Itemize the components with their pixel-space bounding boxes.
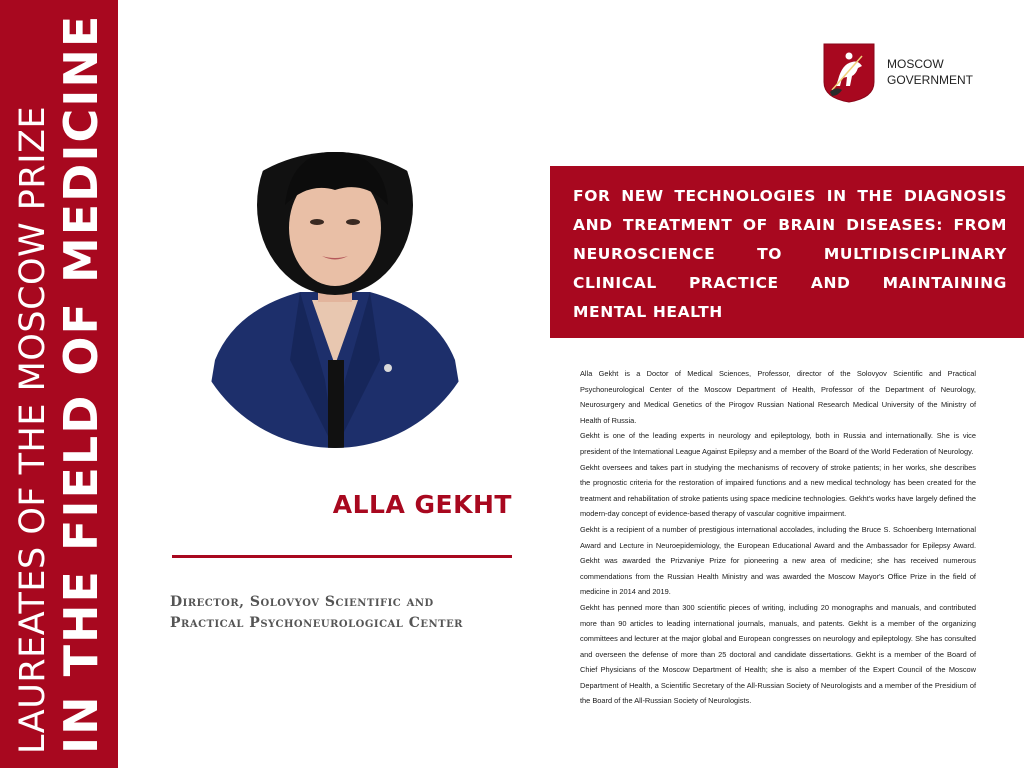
organization-name-line2: GOVERNMENT xyxy=(887,73,974,87)
name-divider xyxy=(172,555,512,558)
organization-name-line1: MOSCOW xyxy=(887,57,944,71)
award-title-box xyxy=(550,166,1024,338)
bio-paragraph: Alla Gekht is a Doctor of Medical Sciences, Professor, director of the Solovyov Scientific and Practical Psychoneurological Center of the Moscow Department of Health, Professor of the Department of Neurology, Neurosurgery and Medical Genetics of the Pirogov Russian National Research Medical University of the Ministry of Health of Russia. xyxy=(580,369,976,425)
laureate-name: ALLA GEKHT xyxy=(332,490,512,519)
bio-paragraph: Gekht is a recipient of a number of prestigious international accolades, including the Bruce S. Schoenberg International Award and Lecture in Neuroepidemiology, the European Educational Award and the Ambassador for Epilepsy Award. Gekht was awarded the Prizvaniye Prize for pioneering a new area of medicine; she has received numerous commendations from the Russian Health Ministry and was awarded the Moscow Mayor's Office Prize in the field of medicine in 2014 and 2019. xyxy=(580,524,976,597)
award-title: FOR NEW TECHNOLOGIES IN THE DIAGNOSIS AND TREATMENT OF BRAIN DISEASES: FROM NEUROSCIENCE TO MULTIDISCIPLINARY CLINICAL PRACTICE AND MAINTAINING MENTAL HEALTH xyxy=(573,187,1007,321)
vertical-title-line2: IN THE FIELD OF MEDICINE xyxy=(54,13,108,754)
vertical-title xyxy=(0,0,118,768)
vertical-title-line1: LAUREATES OF THE MOSCOW PRIZE xyxy=(13,105,53,754)
organization-name xyxy=(887,56,973,88)
bio-paragraph: Gekht is one of the leading experts in neurology and epileptology, both in Russia and internationally. She is vice president of the International League Against Epilepsy and a member of the Board of the World Federation of Neurology. xyxy=(580,431,976,456)
laureate-position: Director, Solovyov Scientific and Practical Psychoneurological Center xyxy=(170,594,463,631)
moscow-coat-of-arms-icon xyxy=(822,42,876,104)
laureate-portrait xyxy=(190,110,480,450)
biography xyxy=(580,366,976,709)
sidebar-banner xyxy=(0,0,118,768)
bio-paragraph: Gekht has penned more than 300 scientific pieces of writing, including 20 monographs and manuals, and contributed more than 90 articles to leading international journals, manuals, and patents. Gekht is a member of the organizing committees and lecturer at the major global and European congresses on neurology and epileptology. She has consulted and overseen the defense of more than 25 doctoral and candidate dissertations. Gekht is a member of the Board of Chief Physicians of the Moscow Department of Health; she is also a member of the Expert Council of the Moscow Department of Health, a Scientific Secretary of the All-Russian Society of Neurologists and a member of the Presidium of the Board of the All-Russian Society of Neurologists. xyxy=(580,602,976,706)
bio-paragraph: Gekht oversees and takes part in studying the mechanisms of recovery of stroke patients; in her works, she describes the prognostic criteria for the restoration of impaired functions and a new medical technology has been created for the treatment and rehabilitation of stroke patients using space medicine technologies. Gekht's works have largely defined the modern-day concept of evidence-based therapy of vascular cognitive impairment. xyxy=(580,462,976,519)
